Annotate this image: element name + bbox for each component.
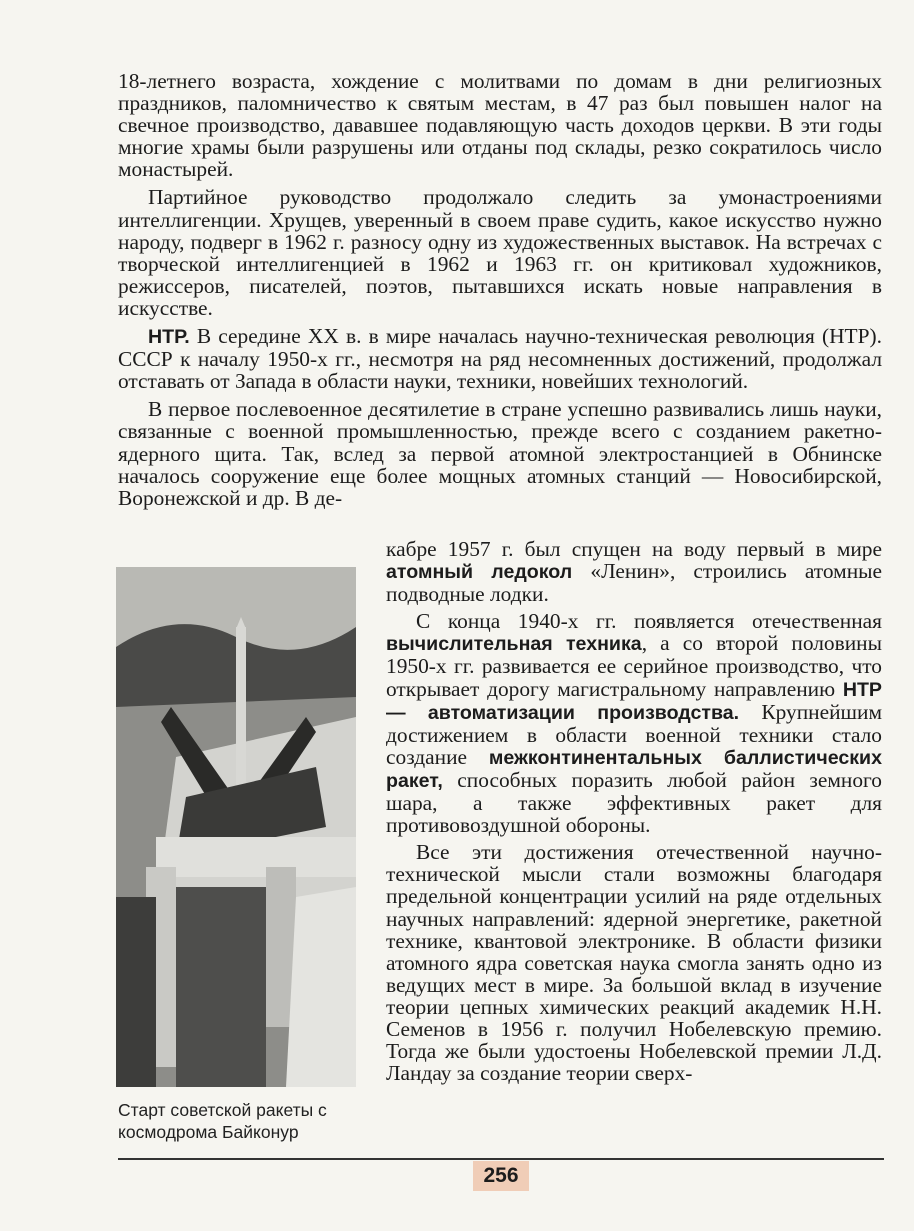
text-span: Крупнейшим достижением в области военной техники стало создание: [386, 699, 882, 769]
rocket-launch-illustration: [116, 567, 356, 1087]
paragraph-6: Все эти достижения отечественной научно-технической мысли стали возможны благодаря предельной концентрации усилий на ряде отдельных научных направлений: ядерной энергетике, ракетной технике, квантовой электронике. В области физики атомного ядра советская наука смогла занять одно из ведущих мест в мире. За большой вклад в изучение теории цепных химических реакций академик Н.Н. Семенов в 1956 г. получил Нобелевскую премию. Тогда же были удостоены Нобелевской премии Л.Д. Ландау за создание теории сверх-: [386, 840, 882, 1086]
footer-rule: [118, 1158, 884, 1160]
page-number: 256: [473, 1161, 529, 1191]
paragraph-4-continued: [386, 538, 882, 605]
paragraph-5: [386, 610, 882, 836]
photo-caption: Старт советской ракеты с космодрома Байконур: [118, 1100, 327, 1142]
wrapped-text-column: [386, 538, 882, 1089]
text-span: способных поразить любой район земного шара, а также эффективных ракет для противовоздушной обороны.: [386, 767, 882, 838]
term-computing: вычислительная техника: [386, 633, 642, 656]
paragraph-1: 18-летнего возраста, хождение с молитвами по домам в дни религиозных праздников, паломничество к святым местам, в 47 раз был повышен налог на свечное производство, дававшее подавляющую часть доходов церкви. В эти годы многие храмы были разрушены или отданы под склады, резко сократилось число монастырей.: [118, 69, 882, 182]
paragraph-4: В первое послевоенное десятилетие в стране успешно развивались лишь науки, связанные с военной промышленностью, прежде всего с созданием ракетно-ядерного щита. Так, вслед за первой атомной электростанцией в Обнинске началось сооружение еще более мощных атомных станций — Новосибирской, Воронежской и др. В де-: [118, 397, 882, 510]
term-atomic-icebreaker: атомный ледокол: [386, 561, 573, 584]
text-span: С конца 1940-х гг. появляется отечественная: [416, 609, 882, 634]
paragraph-2: Партийное руководство продолжало следить за умонастроениями интеллигенции. Хрущев, уверенный в своем праве судить, какое искусство нужно народу, подверг в 1962 г. разносу одну из художественных выставок. На встречах с творческой интеллигенцией в 1962 и 1963 гг. он критиковал художников, режиссеров, писателей, поэтов, пытавшихся искать новые направления в искусстве.: [118, 185, 882, 320]
paragraph-3: [118, 325, 882, 392]
term-icbm: межконтинентальных баллистических ракет,: [386, 746, 882, 792]
term-automation: НТР — автоматизации производства.: [386, 678, 882, 724]
text-span: «Ленин», строились атомные подводные лодки.: [386, 559, 883, 607]
paragraph-3-text: В середине XX в. в мире началась научно-техническая революция (НТР). СССР к началу 1950-х гг., несмотря на ряд несомненных достижений, продолжал отставать от Запада в области науки, техники, новейших технологий.: [118, 324, 882, 394]
main-text-column: [118, 70, 882, 515]
rocket-launch-photo: [116, 567, 356, 1087]
text-span: кабре 1957 г. был спущен на воду первый в мире: [386, 537, 882, 561]
ntr-heading: НТР.: [148, 326, 190, 349]
text-span: , а со второй половины 1950-х гг. развивается ее серийное производство, что открывает дорогу магистральному направлению: [386, 631, 882, 701]
